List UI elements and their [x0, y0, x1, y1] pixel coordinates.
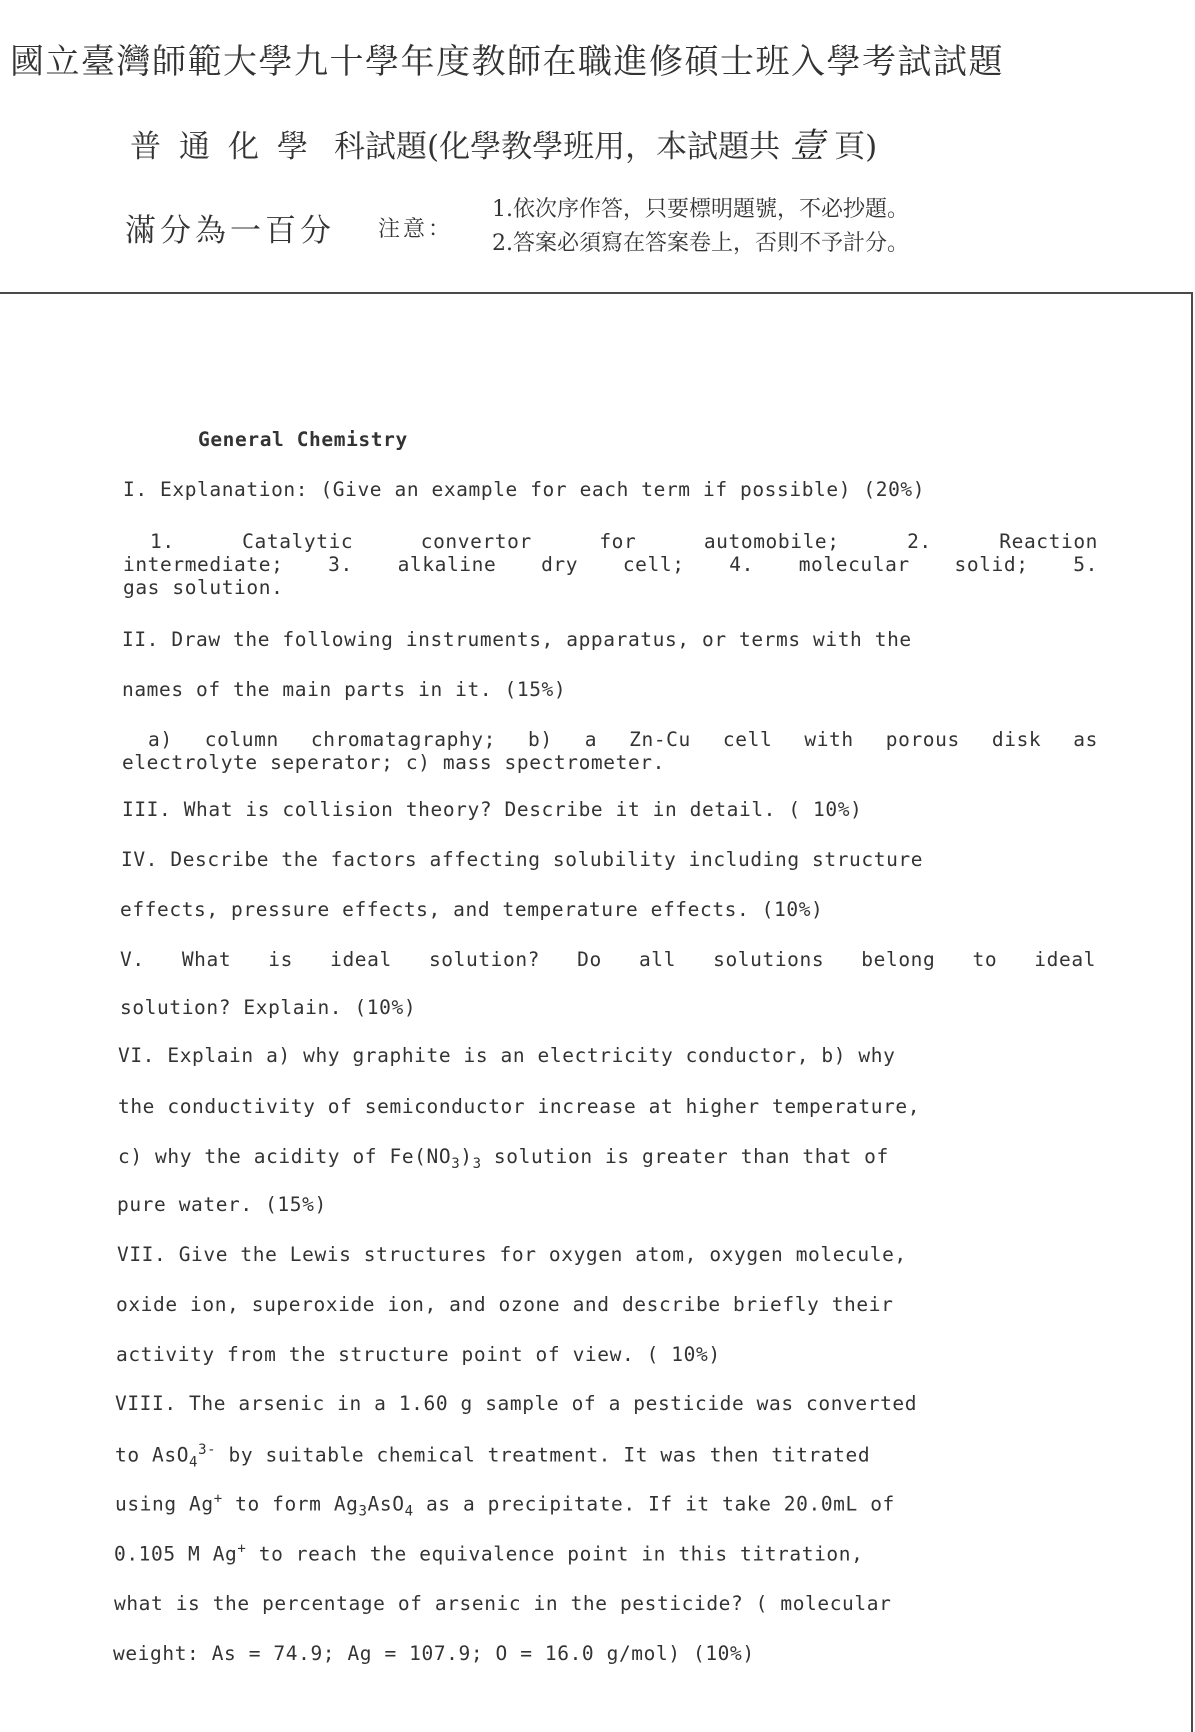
question-5-line: solution? Explain. (10%) [120, 996, 417, 1019]
section-heading: General Chemistry [198, 428, 408, 451]
notice-item: 2.答案必須寫在答案卷上，否則不予計分。 [492, 231, 909, 256]
exam-title: 國立臺灣師範大學九十學年度教師在職進修碩士班入學考試試題 [10, 42, 1004, 82]
pages-suffix: 頁) [834, 129, 878, 165]
question-7-line: oxide ion, superoxide ion, and ozone and describe briefly their [116, 1293, 894, 1316]
question-6-line: the conductivity of semiconductor increase at higher temperature, [118, 1095, 921, 1118]
question-4-line: effects, pressure effects, and temperature effects. (10%) [120, 898, 824, 921]
question-1-line: I. Explanation: (Give an example for each term if possible) (20%) [123, 478, 926, 501]
question-8-line: what is the percentage of arsenic in the pesticide? ( molecular [114, 1592, 892, 1615]
question-1-line: 1. Catalytic convertor for automobile; 2. Reaction [150, 530, 1098, 553]
subject-suffix: 科試題(化學教學班用，本試題共 [334, 129, 781, 165]
question-8-line: 0.105 M Ag+ to reach the equivalence point in this titration, [114, 1541, 864, 1566]
question-2-line: a) column chromatagraphy; b) a Zn-Cu cell with porous disk as [148, 728, 1098, 751]
question-6-line: VI. Explain a) why graphite is an electricity conductor, b) why [118, 1044, 896, 1067]
exam-subtitle [130, 118, 877, 167]
question-7-line: activity from the structure point of view. ( 10%) [116, 1343, 721, 1366]
question-2-line: names of the main parts in it. (15%) [122, 678, 567, 701]
question-1-line: intermediate; 3. alkaline dry cell; 4. molecular solid; 5. [123, 553, 1098, 576]
question-5-line: V. What is ideal solution? Do all solutions belong to ideal [120, 948, 1096, 971]
question-8-line: using Ag+ to form $Ag_3AsO_4$ as a precipitate. If it take 20.0mL of [115, 1491, 895, 1520]
question-8-line: VIII. The arsenic in a 1.60 g sample of a pesticide was converted [115, 1392, 918, 1415]
question-7-line: VII. Give the Lewis structures for oxygen atom, oxygen molecule, [117, 1243, 907, 1266]
question-8-line: to AsO$_4^{3-}$ by suitable chemical treatment. It was then titrated [115, 1442, 871, 1471]
full-score: 滿分為一百分 [125, 213, 335, 249]
question-6-line: pure water. (15%) [117, 1193, 327, 1216]
page-count: 壹 [790, 126, 825, 166]
notice-list [492, 193, 909, 261]
subject-name: 普通化學 [130, 129, 326, 165]
question-3-line: III. What is collision theory? Describe it in detail. ( 10%) [122, 798, 863, 821]
question-4-line: IV. Describe the factors affecting solubility including structure [121, 848, 924, 871]
question-8-line: weight: As = 74.9; Ag = 107.9; O = 16.0 g/mol) (10%) [113, 1642, 755, 1665]
question-2-line: electrolyte seperator; c) mass spectrometer. [122, 751, 665, 774]
question-1-line: gas solution. [123, 576, 284, 599]
question-2-line: II. Draw the following instruments, apparatus, or terms with the [122, 628, 912, 651]
notice-item: 1.依次序作答，只要標明題號，不必抄題。 [492, 197, 909, 222]
notice-label: 注意： [378, 217, 454, 242]
exam-header [0, 0, 1195, 292]
question-6-line: c) why the acidity of $Fe(NO_3)_3$ solution is greater than that of [118, 1145, 889, 1172]
